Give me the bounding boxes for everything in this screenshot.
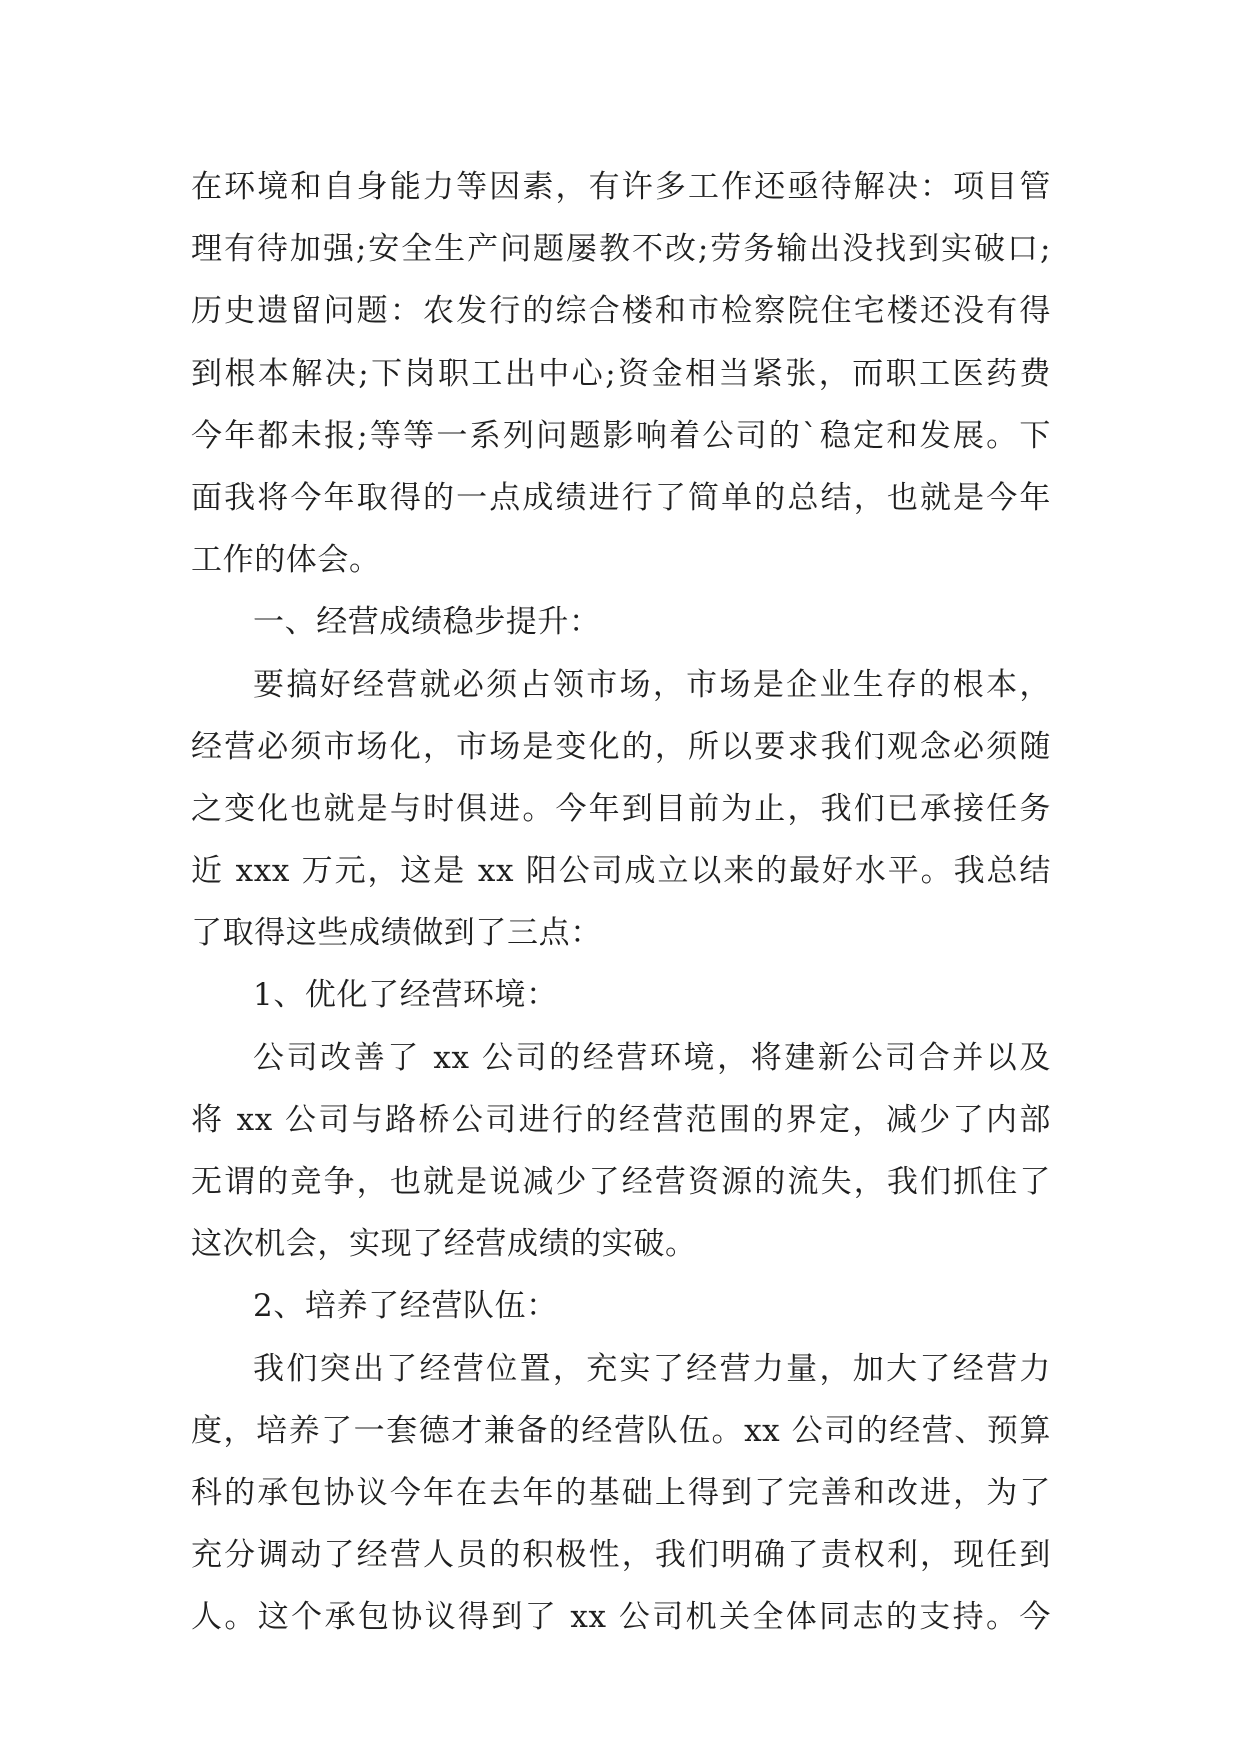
paragraph-1-line-1: 在环境和自身能力等因素，有许多工作还亟待解决：项目管: [191, 169, 1051, 205]
paragraph-4-line-4: 充分调动了经营人员的积极性，我们明确了责权利，现任到: [191, 1537, 1051, 1574]
paragraph-1-line-3: 历史遗留问题：农发行的综合楼和市检察院住宅楼还没有得: [191, 293, 1051, 330]
paragraph-1-line-5: 今年都未报;等等一系列问题影响着公司的`稳定和发展。下: [191, 417, 1051, 454]
paragraph-4-line-5: 人。这个承包协议得到了 xx 公司机关全体同志的支持。今: [191, 1599, 1051, 1636]
paragraph-2-line-1: 要搞好经营就必须占领市场，市场是企业生存的根本，: [253, 666, 1051, 703]
paragraph-2-line-4: 近 xxx 万元，这是 xx 阳公司成立以来的最好水平。我总结: [191, 853, 1051, 890]
document-body: [191, 156, 1051, 1649]
paragraph-1-line-4: 到根本解决;下岗职工出中心;资金相当紧张，而职工医药费: [191, 355, 1051, 392]
paragraph-3-line-4: 这次机会，实现了经营成绩的实破。: [191, 1226, 697, 1263]
paragraph-3-line-3: 无谓的竞争，也就是说减少了经营资源的流失，我们抓住了: [191, 1164, 1051, 1200]
paragraph-2-line-2: 经营必须市场化，市场是变化的，所以要求我们观念必须随: [191, 728, 1051, 765]
paragraph-4-line-3: 科的承包协议今年在去年的基础上得到了完善和改进，为了: [191, 1474, 1051, 1511]
paragraph-1-line-2: 理有待加强;安全生产问题屡教不改;劳务输出没找到实破口;: [191, 231, 1051, 268]
paragraph-2-line-5: 了取得这些成绩做到了三点：: [191, 915, 602, 952]
paragraph-3-line-1: 公司改善了 xx 公司的经营环境，将建新公司合并以及: [253, 1039, 1051, 1076]
section-heading-1: 一、经营成绩稳步提升：: [253, 604, 601, 641]
paragraph-2-line-3: 之变化也就是与时俱进。今年到目前为止，我们已承接任务: [191, 790, 1051, 827]
subsection-heading-2: 2、培养了经营队伍：: [253, 1288, 558, 1325]
paragraph-1-line-7: 工作的体会。: [191, 542, 381, 579]
paragraph-3-line-2: 将 xx 公司与路桥公司进行的经营范围的界定，减少了内部: [191, 1101, 1051, 1138]
paragraph-4-line-1: 我们突出了经营位置，充实了经营力量，加大了经营力: [253, 1350, 1051, 1387]
subsection-heading-1: 1、优化了经营环境：: [253, 977, 558, 1014]
paragraph-1-line-6: 面我将今年取得的一点成绩进行了简单的总结，也就是今年: [191, 479, 1051, 516]
paragraph-4-line-2: 度，培养了一套德才兼备的经营队伍。xx 公司的经营、预算: [191, 1412, 1051, 1449]
